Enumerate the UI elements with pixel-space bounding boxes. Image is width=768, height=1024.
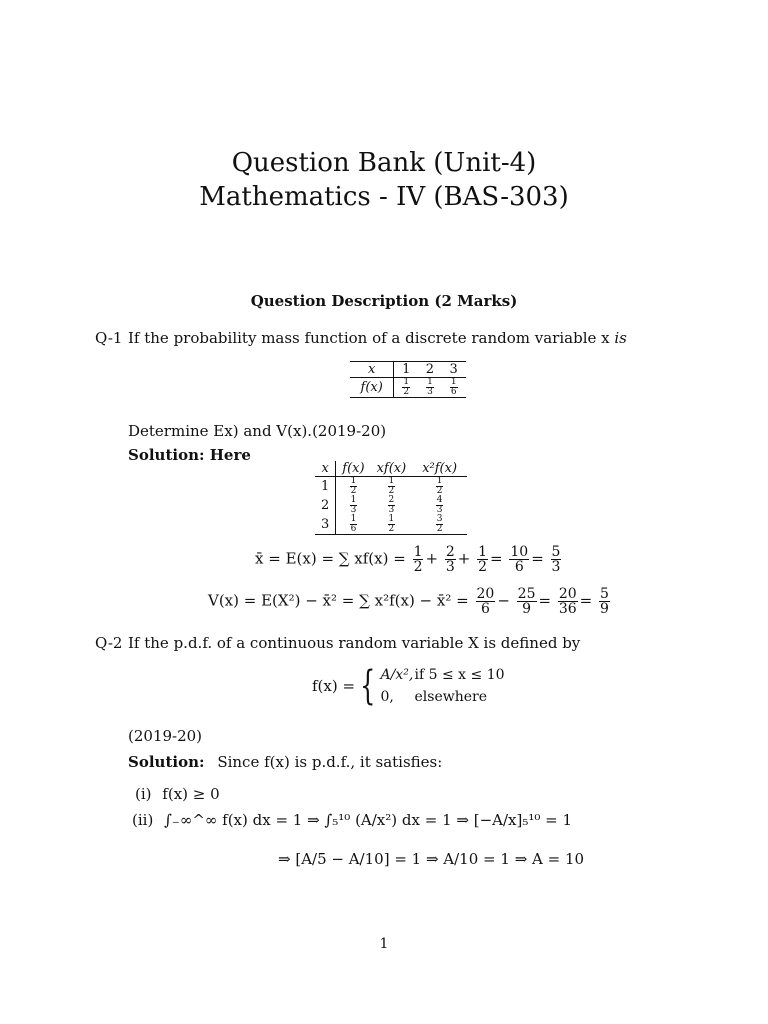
- q1-determine: Determine Ex) and V(x).(2019-20): [128, 422, 387, 440]
- pdf-case2-cond: elsewhere: [414, 689, 488, 705]
- table-row: 3 $\frac{1}{6}$ $\frac{1}{2}$ $\frac{3}{2}$: [315, 515, 467, 535]
- table-row: 1 $\frac{1}{2}$ $\frac{1}{2}$ $\frac{1}{2}$: [321, 476, 443, 496]
- pmf-frac-1: $\frac{1}{2}$: [403, 377, 410, 397]
- q2-solution-label: Solution:: [128, 753, 205, 771]
- pdf-case1-cond: if 5 ≤ x ≤ 10: [414, 667, 505, 683]
- pdf-case1-expr: A/x²,: [380, 667, 414, 683]
- section-heading: Question Description (2 Marks): [250, 292, 518, 310]
- pmf-table: [350, 361, 466, 398]
- q2-cond1: [135, 785, 220, 803]
- q1-solution-label: Solution: Here: [128, 446, 251, 464]
- variance-lhs: V(x) = E(X²) − x̄² = ∑ x²f(x) − x̄² =: [208, 591, 469, 610]
- q1-text-content: If the probability mass function of a discrete random variable x is: [128, 329, 627, 347]
- pmf-header-x: x: [350, 362, 394, 378]
- cond1-label: (i): [135, 785, 152, 803]
- q2-year: (2019-20): [128, 727, 203, 745]
- q2-solution: [128, 753, 442, 771]
- q1-label: Q-1: [95, 329, 123, 347]
- table-row: 2 $\frac{1}{3}$ $\frac{2}{3}$ $\frac{4}{3}$: [321, 495, 443, 515]
- sol-header-xf: xf(x): [371, 461, 413, 477]
- mean-lhs: x̄ = E(x) = ∑ xf(x) =: [255, 549, 406, 568]
- solution-table: [315, 461, 467, 535]
- q2-final-equation: ⇒ [A/5 − A/10] = 1 ⇒ A/10 = 1 ⇒ A = 10: [278, 850, 585, 868]
- sol-header-x: x: [315, 461, 336, 477]
- q2-solution-text: Since f(x) is p.d.f., it satisfies:: [217, 753, 443, 771]
- pmf-header-1: 1: [394, 362, 418, 378]
- variance-equation: V(x) = E(X²) − x̄² = ∑ x²f(x) − x̄² = $\frac{20}{6}$ − $\frac{25}{9}$ = $\frac{20}{36}$ = $\frac{5}{9}$: [208, 586, 609, 617]
- cond2-label: (ii): [132, 811, 154, 829]
- sol-header-f: f(x): [336, 461, 371, 477]
- q2-cond2: [132, 811, 572, 829]
- left-brace: {: [360, 663, 376, 709]
- pmf-header-3: 3: [442, 362, 466, 378]
- mean-equation: x̄ = E(x) = ∑ xf(x) = $\frac{1}{2}$ + $\frac{2}{3}$ + $\frac{1}{2}$ = $\frac{10}{6}$ = $\frac{5}{3}$: [255, 544, 561, 575]
- cond1-text: f(x) ≥ 0: [162, 785, 220, 803]
- sol-header-x2f: x²f(x): [412, 461, 467, 477]
- title-line-2: Mathematics - IV (BAS-303): [199, 182, 569, 212]
- pdf-case2-expr: 0,: [380, 689, 394, 705]
- pdf-definition: [312, 664, 505, 708]
- pmf-header-2: 2: [418, 362, 442, 378]
- q1-text: [128, 329, 627, 347]
- title-line-1: Question Bank (Unit-4): [231, 148, 537, 178]
- page-number: 1: [379, 936, 389, 952]
- pmf-frac-3: $\frac{1}{6}$: [450, 377, 457, 397]
- pdf-lhs: f(x) =: [312, 677, 356, 695]
- q2-label: Q-2: [95, 634, 123, 652]
- q2-text: If the p.d.f. of a continuous random variable X is defined by: [128, 634, 581, 652]
- pmf-frac-2: $\frac{1}{3}$: [427, 377, 433, 397]
- cond2-text: ∫₋∞^∞ f(x) dx = 1 ⇒ ∫₅¹⁰ (A/x²) dx = 1 ⇒ [−A/x]₅¹⁰ = 1: [164, 811, 573, 829]
- pmf-row-label: f(x): [350, 378, 394, 398]
